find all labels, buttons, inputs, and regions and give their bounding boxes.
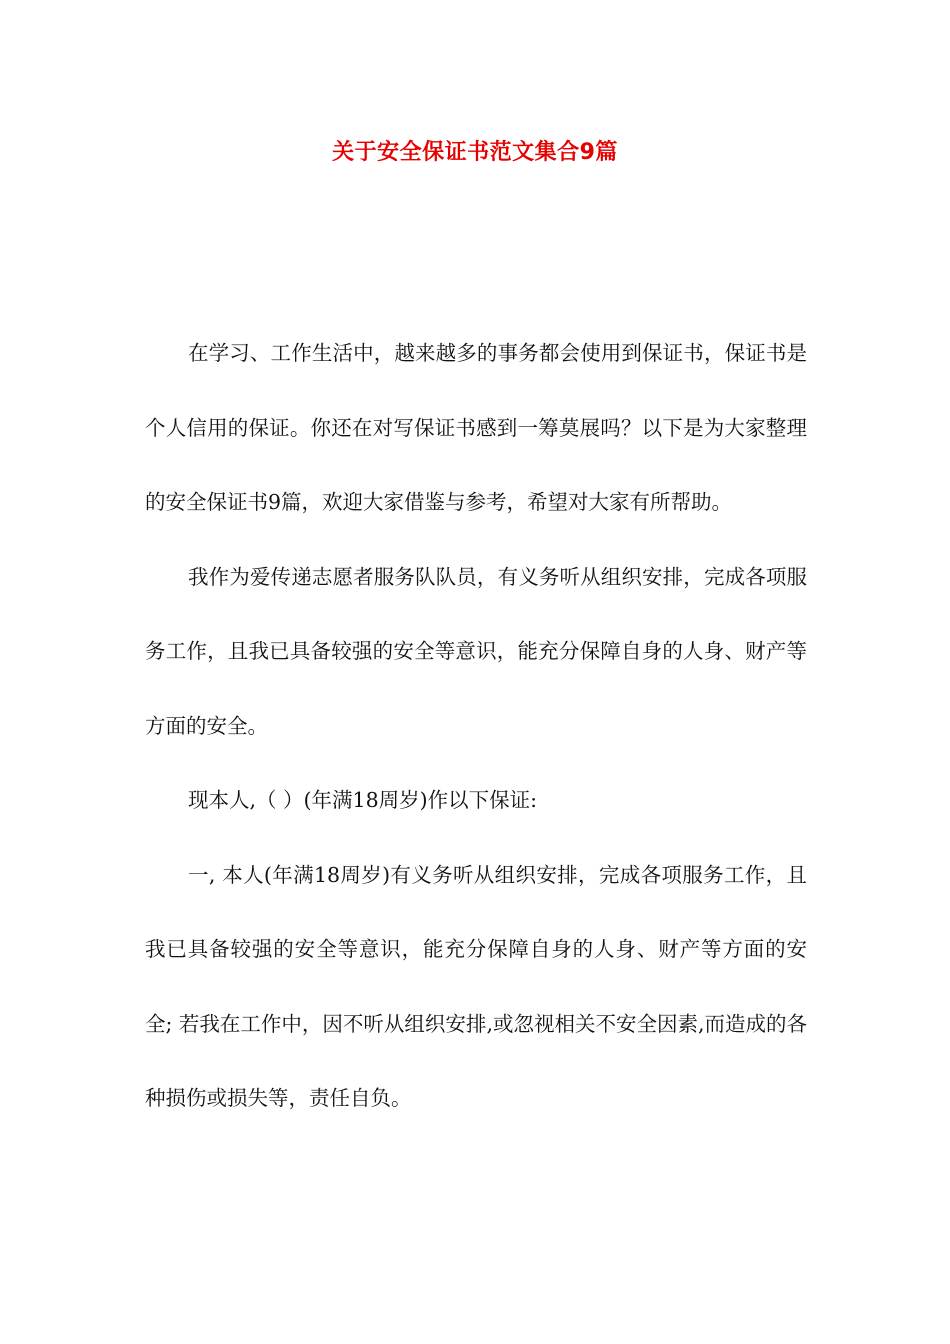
paragraph-statement: 现本人,（ ）(年满18周岁)作以下保证: xyxy=(188,788,538,812)
document-title: 关于安全保证书范文集合9篇 xyxy=(332,140,618,165)
document-body xyxy=(145,316,807,1136)
paragraph-volunteer: 我作为爱传递志愿者服务队队员，有义务听从组织安排，完成各项服务工作，且我已具备较强的安全等意识，能充分保障自身的人身、财产等方面的安全。 xyxy=(145,564,807,738)
paragraph-intro: 在学习、工作生活中，越来越多的事务都会使用到保证书，保证书是个人信用的保证。你还在对写保证书感到一筹莫展吗？以下是为大家整理的安全保证书9篇，欢迎大家借鉴与参考，希望对大家有所帮助。 xyxy=(145,341,807,514)
paragraph-item-one: 一, 本人(年满18周岁)有义务听从组织安排，完成各项服务工作，且我已具备较强的安全等意识，能充分保障自身的人身、财产等方面的安全; 若我在工作中，因不听从组织安排,或忽视相关不安全因素,而造成的各种损伤或损失等，责任自负。 xyxy=(145,862,807,1110)
